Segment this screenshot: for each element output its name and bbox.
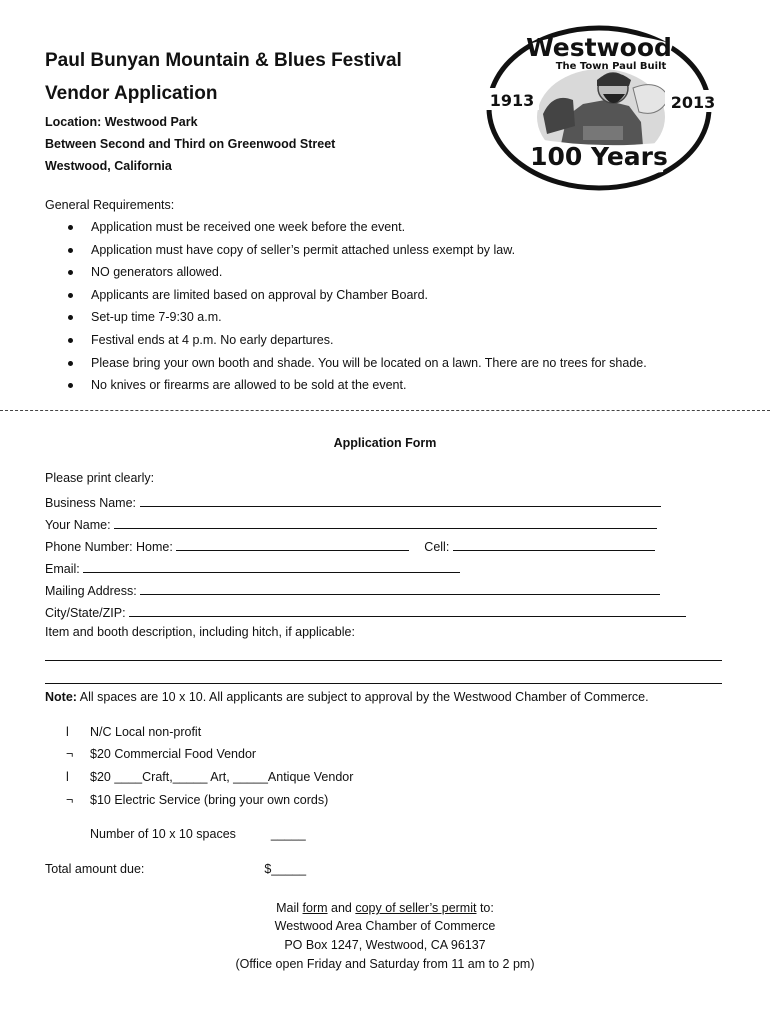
spaces-field[interactable]: _____ (270, 827, 306, 841)
city-state-zip-row (45, 603, 686, 620)
mail-instructions (0, 901, 770, 915)
spaces-label: Number of 10 x 10 spaces (90, 827, 236, 841)
option-label: $10 Electric Service (bring your own cords) (90, 793, 329, 807)
checkbox-icon[interactable]: l (66, 725, 69, 739)
logo-tagline: The Town Paul Built (555, 61, 667, 72)
option-craft-art-antique[interactable] (66, 770, 353, 784)
cut-line-divider (0, 410, 770, 411)
mail-mid: and (327, 901, 356, 915)
requirements-heading: General Requirements: (45, 198, 175, 212)
business-name-row (45, 493, 661, 510)
email-field[interactable] (83, 559, 460, 573)
form-heading: Application Form (333, 436, 437, 450)
item-description-line-2[interactable] (45, 668, 722, 684)
between-line: Between Second and Third on Greenwood Street (45, 137, 336, 151)
location-line: Location: Westwood Park (45, 115, 198, 129)
checkbox-icon[interactable]: ¬ (66, 793, 74, 807)
city-state-zip-field[interactable] (129, 603, 686, 617)
spaces-row (90, 827, 306, 841)
item-description-label: Item and booth description, including hitch, if applicable: (45, 625, 355, 639)
mailing-address-field[interactable] (140, 581, 660, 595)
list-item: Application must be received one week before the event. (66, 216, 647, 239)
mailing-address-row (45, 581, 660, 598)
office-hours: (Office open Friday and Saturday from 11 am to 2 pm) (235, 957, 535, 971)
application-title: Vendor Application (45, 83, 218, 104)
requirements-list (66, 216, 647, 397)
mail-form-word: form (302, 901, 328, 915)
business-name-field[interactable] (140, 493, 661, 507)
cell-phone-field[interactable] (453, 537, 655, 551)
chamber-name: Westwood Area Chamber of Commerce (274, 919, 496, 933)
list-item: Application must have copy of seller’s permit attached unless exempt by law. (66, 239, 647, 262)
event-title: Paul Bunyan Mountain & Blues Festival (45, 50, 402, 71)
logo-year-end: 2013 (670, 93, 715, 112)
option-electric-service[interactable] (66, 793, 328, 807)
westwood-100-years-logo (483, 22, 715, 194)
logo-anniversary: 100 Years (530, 142, 668, 171)
email-label: Email: (45, 562, 80, 576)
list-item: Set-up time 7-9:30 a.m. (66, 306, 647, 329)
note-row (45, 690, 649, 704)
note-label: Note: (45, 690, 77, 704)
print-clearly-label: Please print clearly: (45, 471, 155, 485)
city-state-zip-label: City/State/ZIP: (45, 606, 126, 620)
business-name-label: Business Name: (45, 496, 137, 510)
list-item: NO generators allowed. (66, 261, 647, 284)
city-line: Westwood, California (45, 159, 172, 173)
your-name-field[interactable] (114, 515, 657, 529)
mailing-address-label: Mailing Address: (45, 584, 137, 598)
option-label: N/C Local non-profit (90, 725, 202, 739)
total-field[interactable]: $_____ (264, 862, 307, 876)
phone-row (45, 537, 655, 554)
list-item: No knives or firearms are allowed to be sold at the event. (66, 374, 647, 397)
logo-year-start: 1913 (489, 91, 535, 110)
list-item: Festival ends at 4 p.m. No early departures. (66, 329, 647, 352)
option-label: $20 ____Craft,_____ Art, _____Antique Vendor (90, 770, 354, 784)
checkbox-icon[interactable]: ¬ (66, 747, 74, 761)
list-item: Please bring your own booth and shade. You will be located on a lawn. There are no trees for shade. (66, 352, 647, 375)
list-item: Applicants are limited based on approval by Chamber Board. (66, 284, 647, 307)
note-text: All spaces are 10 x 10. All applicants are subject to approval by the Westwood Chamber of Commerce. (79, 690, 649, 704)
phone-home-label: Phone Number: Home: (45, 540, 173, 554)
mail-pre: Mail (276, 901, 303, 915)
your-name-label: Your Name: (45, 518, 111, 532)
mail-post: to: (476, 901, 494, 915)
item-description-line-1[interactable] (45, 645, 722, 661)
email-row (45, 559, 460, 576)
checkbox-icon[interactable]: l (66, 770, 69, 784)
total-label: Total amount due: (45, 862, 145, 876)
phone-home-field[interactable] (176, 537, 409, 551)
option-nc-local-nonprofit[interactable] (66, 725, 201, 739)
option-commercial-food-vendor[interactable] (66, 747, 256, 761)
chamber-address: PO Box 1247, Westwood, CA 96137 (284, 938, 486, 952)
your-name-row (45, 515, 657, 532)
total-row (45, 862, 306, 876)
mail-permit-words: copy of seller’s permit (355, 901, 477, 915)
option-label: $20 Commercial Food Vendor (90, 747, 257, 761)
cell-label: Cell: (424, 540, 450, 554)
logo-name: Westwood (526, 33, 672, 62)
